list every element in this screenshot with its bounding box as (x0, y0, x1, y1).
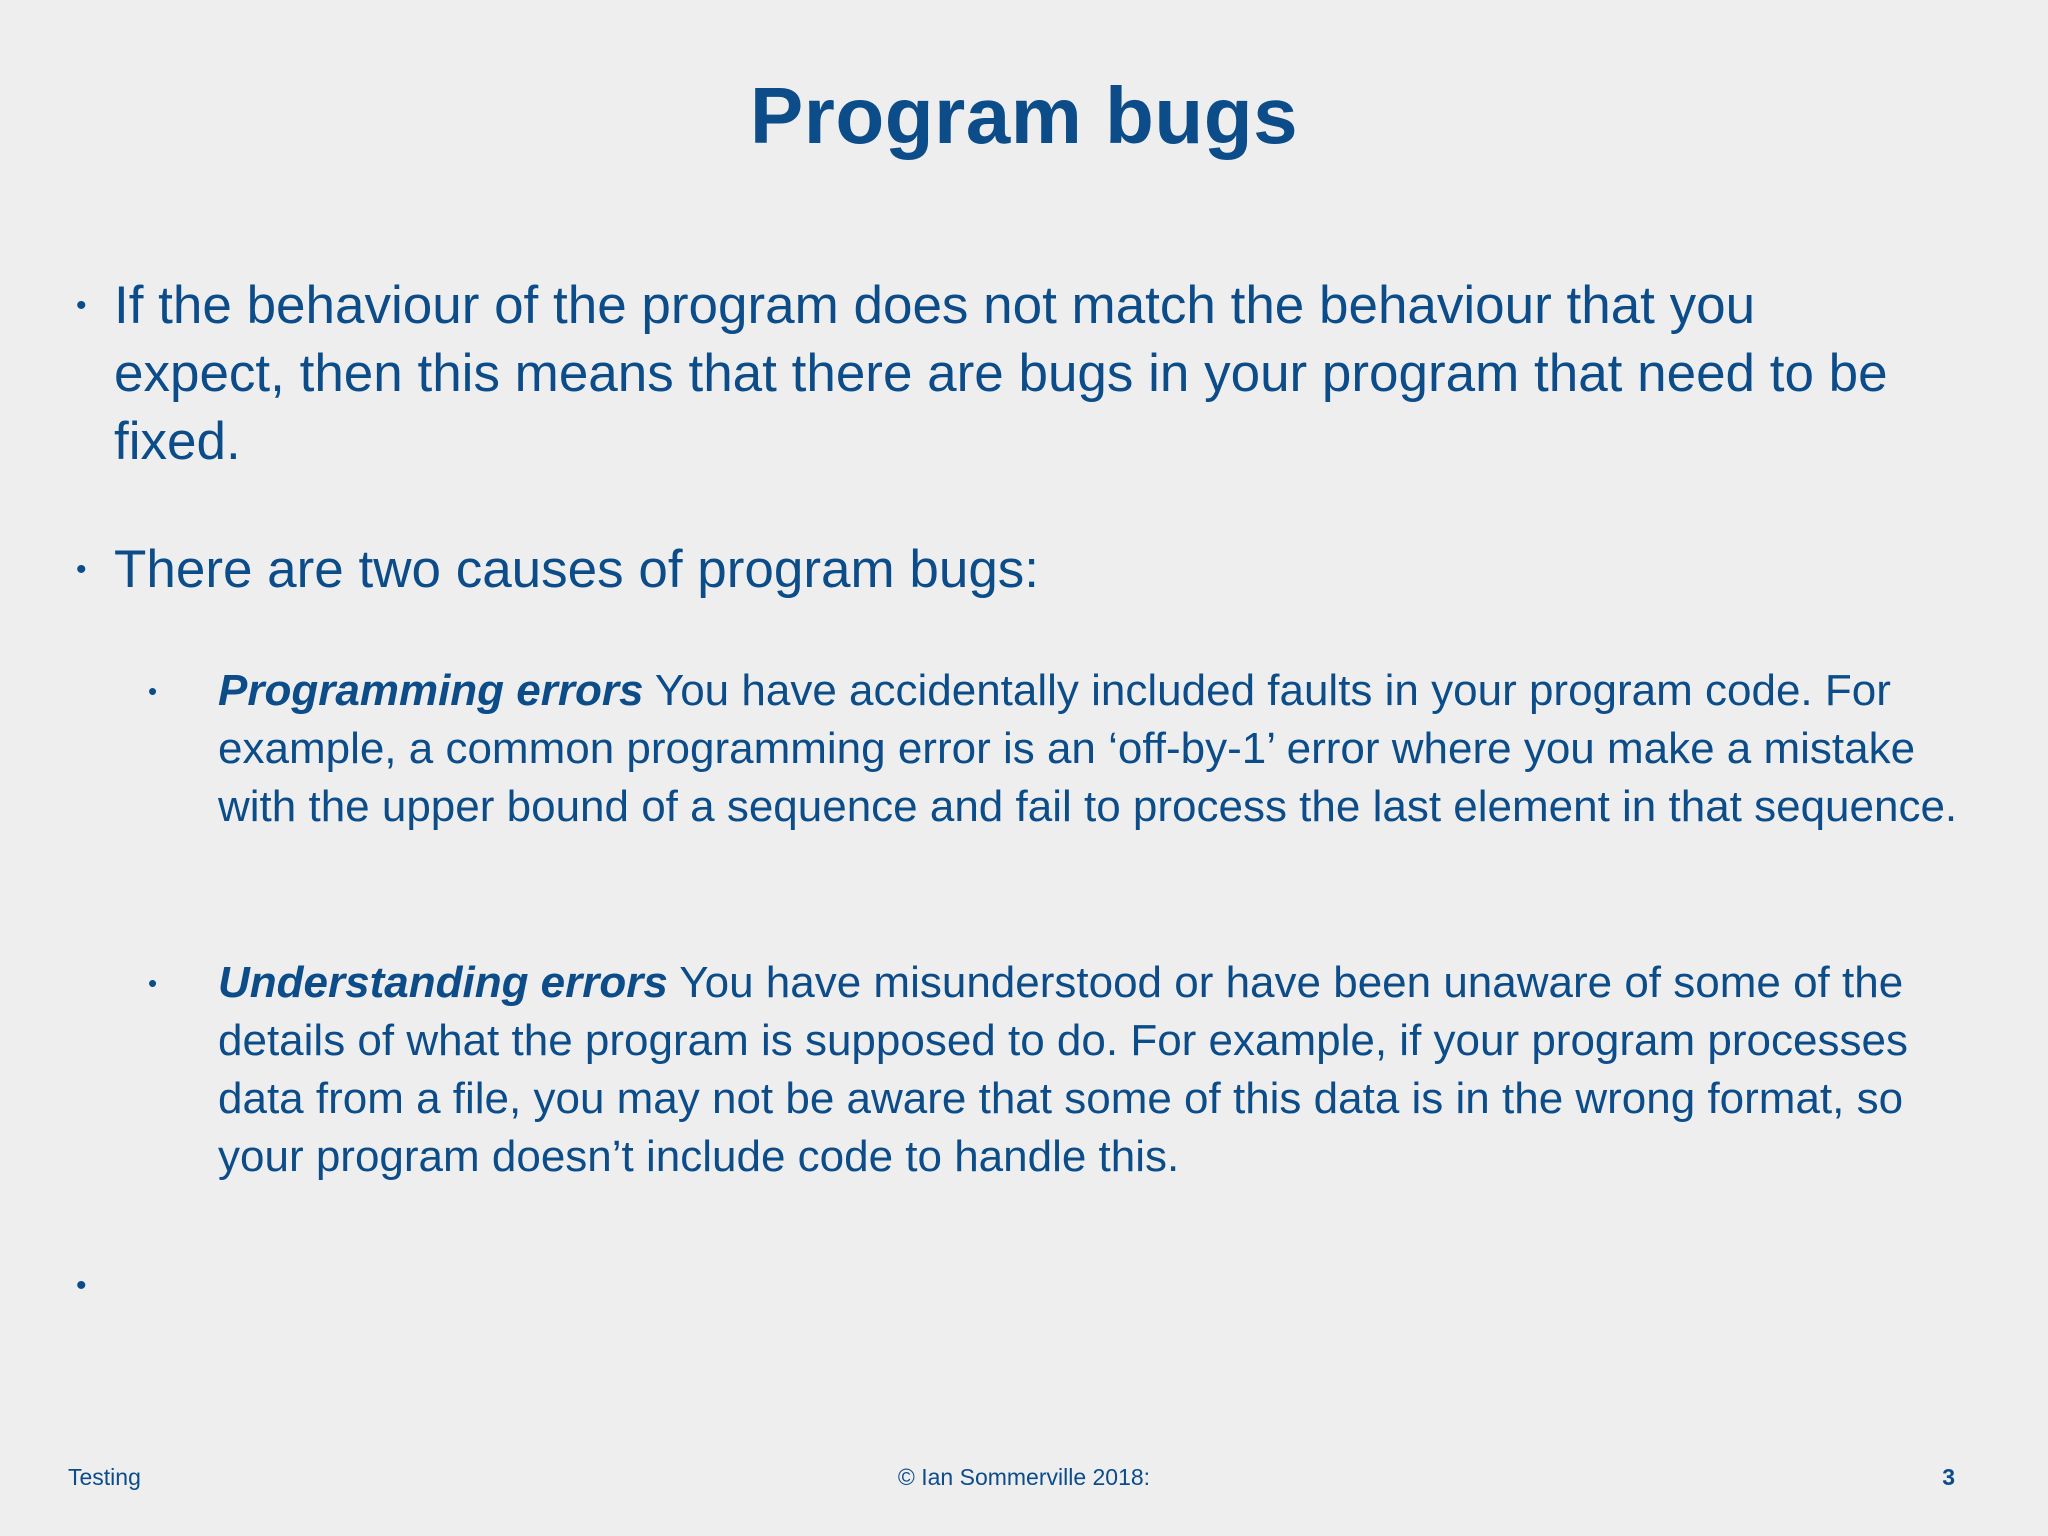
footer-copyright: © Ian Sommerville 2018: (897, 1464, 1151, 1490)
page-number: 3 (1942, 1464, 1955, 1490)
bullet-text: If the behaviour of the program does not match the behaviour that you expect, then this means that there are bugs in your program that need to be fixed. (114, 276, 1888, 471)
sub-bullet-item (148, 662, 1988, 836)
bullet-dot: • (76, 1269, 87, 1302)
bullet-text: There are two causes of program bugs: (114, 540, 1040, 599)
bullet-item (76, 536, 1934, 604)
sub-bullet-term: Programming errors (218, 666, 644, 715)
slide-title: Program bugs (749, 71, 1299, 160)
sub-bullet-text: You have misunderstood or have been unaware of some of the details of what the program is supposed to do. For example, if your program processes data from a file, you may not be aware that some of this data is in the wrong format, so your program doesn’t include code to handle this. (218, 958, 1908, 1181)
sub-bullet-term: Understanding errors (218, 958, 668, 1007)
bullet-dot: • (76, 553, 87, 586)
bullet-dot: • (76, 289, 87, 322)
sub-bullet-item (148, 954, 1988, 1186)
footer-section-label: Testing (68, 1464, 141, 1490)
bullet-item (76, 272, 1934, 476)
sub-bullet-text: You have accidentally included faults in your program code. For example, a common programming error is an ‘off-by-1’ error where you make a mistake with the upper bound of a sequence and fail to process the last element in that sequence. (218, 666, 1958, 831)
sub-bullet-dot: • (148, 676, 158, 706)
sub-bullet-dot: • (148, 968, 158, 998)
